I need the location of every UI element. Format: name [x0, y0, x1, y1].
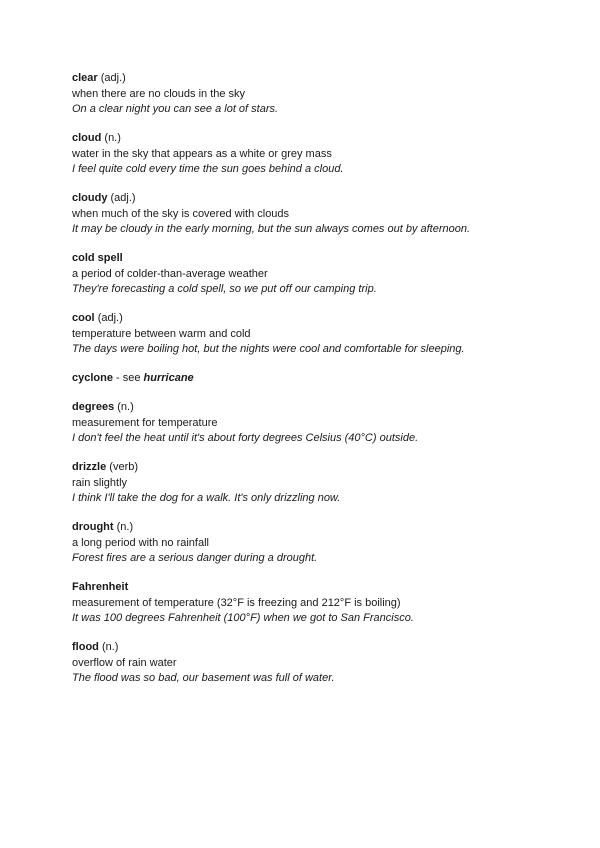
entry-heading [72, 71, 560, 87]
entry-heading [72, 580, 560, 596]
entry-heading [72, 460, 560, 476]
part-of-speech: (adj.) [110, 192, 136, 204]
entry-definition: measurement of temperature (32°F is freezing and 212°F is boiling) [72, 596, 401, 609]
entry-heading [72, 400, 560, 416]
entry-definition: a long period with no rainfall [72, 536, 209, 549]
see-reference-label: - see [112, 372, 144, 384]
entry-term: drizzle [72, 461, 107, 473]
entry-example: The days were boiling hot, but the nights were cool and comfortable for sleeping. [72, 343, 465, 355]
entry-heading [72, 640, 560, 656]
part-of-speech: (adj.) [100, 72, 126, 84]
entry-heading [72, 131, 560, 147]
glossary-entry-cloudy [72, 191, 560, 238]
glossary-entry-fahrenheit [72, 580, 560, 627]
entry-definition: a period of colder-than-average weather [72, 267, 268, 280]
entry-heading [72, 520, 560, 536]
entry-term: clear [72, 72, 98, 84]
entry-heading [72, 251, 560, 267]
part-of-speech: (n.) [104, 132, 121, 144]
entry-example: The flood was so bad, our basement was full of water. [72, 672, 335, 684]
entry-heading [72, 371, 560, 387]
entry-example: I think I'll take the dog for a walk. It's only drizzling now. [72, 492, 341, 504]
entry-definition: water in the sky that appears as a white or grey mass [72, 147, 332, 160]
glossary-entry-degrees [72, 400, 560, 447]
entry-heading [72, 191, 560, 207]
entry-heading [72, 311, 560, 327]
entry-example: It may be cloudy in the early morning, but the sun always comes out by afternoon. [72, 223, 471, 235]
glossary-entry-flood [72, 640, 560, 687]
entry-definition: when much of the sky is covered with clouds [72, 207, 290, 220]
part-of-speech: (n.) [101, 641, 119, 653]
entry-definition: measurement for temperature [72, 416, 218, 429]
glossary-entry-cloud [72, 131, 560, 178]
entry-example: I don't feel the heat until it's about forty degrees Celsius (40°C) outside. [72, 432, 419, 444]
entry-term: Fahrenheit [72, 581, 129, 593]
entry-term: cyclone [72, 372, 113, 384]
cross-reference-term: hurricane [143, 372, 194, 384]
entry-term: cloudy [72, 192, 108, 204]
entry-term: drought [72, 521, 114, 533]
entry-example: I feel quite cold every time the sun goes behind a cloud. [72, 163, 344, 175]
entry-term: cool [72, 312, 95, 324]
glossary-entry-drought [72, 520, 560, 567]
entry-definition: overflow of rain water [72, 656, 177, 669]
glossary-entry-cyclone [72, 371, 560, 387]
glossary-entry-cool [72, 311, 560, 358]
entry-term: flood [72, 641, 99, 653]
part-of-speech: (n.) [117, 401, 134, 413]
entry-definition: temperature between warm and cold [72, 327, 251, 340]
entry-example: They're forecasting a cold spell, so we put off our camping trip. [72, 283, 377, 295]
entry-term: degrees [72, 401, 115, 413]
entry-definition: rain slightly [72, 476, 128, 489]
entry-definition: when there are no clouds in the sky [72, 87, 246, 100]
entry-term: cold spell [72, 252, 123, 264]
part-of-speech: (verb) [109, 461, 139, 473]
part-of-speech: (adj.) [97, 312, 123, 324]
glossary-entry-cold-spell [72, 251, 560, 298]
entry-example: Forest fires are a serious danger during a drought. [72, 552, 318, 564]
entry-example: On a clear night you can see a lot of stars. [72, 103, 279, 115]
glossary-entry-clear [72, 71, 560, 118]
part-of-speech: (n.) [116, 521, 134, 533]
glossary-entry-drizzle [72, 460, 560, 507]
entry-example: It was 100 degrees Fahrenheit (100°F) when we got to San Francisco. [72, 612, 414, 624]
entry-term: cloud [72, 132, 102, 144]
